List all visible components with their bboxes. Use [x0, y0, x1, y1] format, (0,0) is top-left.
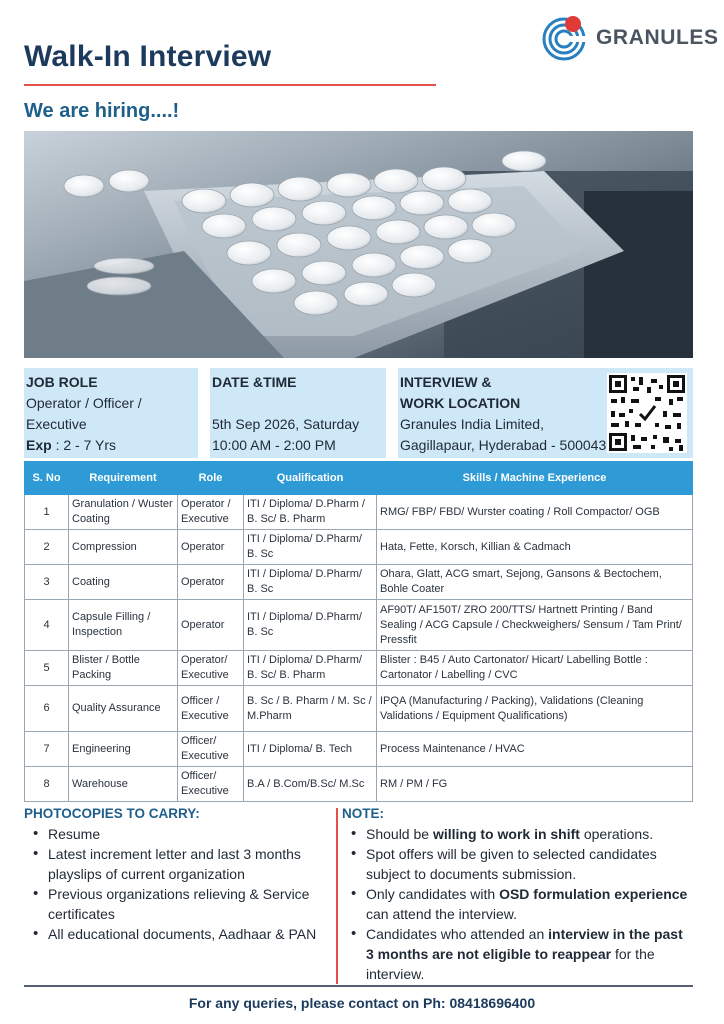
job-role-heading: JOB ROLE — [26, 374, 98, 390]
note-heading: NOTE: — [342, 806, 384, 821]
location-line1: Granules India Limited, — [400, 416, 544, 432]
col-header-role: Role — [178, 462, 244, 495]
list-item — [342, 824, 693, 844]
list-item — [342, 924, 693, 984]
cell-role: Operator — [178, 565, 244, 600]
cell-sno: 1 — [25, 495, 69, 530]
list-item: • Spot offers will be given to selected candidates subject to documents submission. — [342, 844, 693, 884]
requirements-table — [24, 461, 693, 802]
cell-sno: 2 — [25, 530, 69, 565]
list-item: • Latest increment letter and last 3 months playslips of current organization — [24, 844, 334, 884]
note-text: can attend the interview. — [366, 906, 517, 922]
note-text: for the interview. — [366, 946, 655, 982]
table-header-row — [25, 462, 693, 495]
note-emphasis: OSD formulation experience — [499, 886, 688, 902]
table-row — [25, 565, 693, 600]
cell-sno: 5 — [25, 651, 69, 686]
location-line2: Gagillapaur, Hyderabad - 500043 — [400, 437, 607, 453]
experience — [26, 435, 196, 456]
job-role-box — [24, 368, 198, 458]
table-row — [25, 600, 693, 651]
date-time-box — [210, 368, 386, 458]
table-row — [25, 767, 693, 802]
job-role-line2: Executive — [26, 416, 87, 432]
date-time-heading: DATE &TIME — [212, 374, 297, 390]
interview-time: 10:00 AM - 2:00 PM — [212, 437, 336, 453]
cell-requirement: Capsule Filling / Inspection — [69, 600, 178, 651]
note-emphasis: willing to work in shift — [432, 826, 580, 842]
cell-qualification: ITI / Diploma/ D.Pharm / B. Sc/ B. Pharm — [244, 495, 377, 530]
note-emphasis: interview in the past 3 months are not eligible to reappear — [366, 926, 683, 962]
bottom-section — [24, 806, 693, 986]
job-role-line1: Operator / Officer / — [26, 395, 142, 411]
col-header-qualification: Qualification — [244, 462, 377, 495]
cell-requirement: Warehouse — [69, 767, 178, 802]
cell-requirement: Quality Assurance — [69, 686, 178, 732]
photocopies-section — [24, 806, 334, 944]
location-heading-1: INTERVIEW & — [400, 374, 492, 390]
granules-logo — [540, 12, 719, 62]
cell-skills: Hata, Fette, Korsch, Killian & Cadmach — [377, 530, 693, 565]
list-item: • Previous organizations relieving & Service certificates — [24, 884, 334, 924]
location-heading-2: WORK LOCATION — [400, 395, 521, 411]
footer-divider — [24, 985, 693, 987]
interview-date: 5th Sep 2026, Saturday — [212, 416, 360, 432]
col-header-requirement: Requirement — [69, 462, 178, 495]
cell-role: Officer/ Executive — [178, 767, 244, 802]
cell-requirement: Granulation / Wuster Coating — [69, 495, 178, 530]
logo-text: GRANULES — [596, 26, 719, 49]
cell-role: Operator — [178, 530, 244, 565]
cell-sno: 6 — [25, 686, 69, 732]
cell-qualification: B.A / B.Com/B.Sc/ M.Sc — [244, 767, 377, 802]
cell-skills: RM / PM / FG — [377, 767, 693, 802]
exp-value: : 2 - 7 Yrs — [55, 437, 117, 453]
cell-sno: 4 — [25, 600, 69, 651]
cell-requirement: Blister / Bottle Packing — [69, 651, 178, 686]
photocopies-list — [24, 824, 334, 944]
note-text: Only candidates with — [366, 886, 500, 902]
cell-qualification: B. Sc / B. Pharm / M. Sc / M.Pharm — [244, 686, 377, 732]
cell-skills: Blister : B45 / Auto Cartonator/ Hicart/ Labelling Bottle : Cartonator / Labelling / CVC — [377, 651, 693, 686]
cell-role: Operator/ Executive — [178, 651, 244, 686]
cell-qualification: ITI / Diploma/ D.Pharm/ B. Sc/ B. Pharm — [244, 651, 377, 686]
cell-requirement: Compression — [69, 530, 178, 565]
cell-role: Officer / Executive — [178, 686, 244, 732]
title-underline — [24, 84, 436, 86]
cell-qualification: ITI / Diploma/ D.Pharm/ B. Sc — [244, 530, 377, 565]
contact-footer: For any queries, please contact on Ph: 08418696400 — [188, 995, 536, 1011]
cell-requirement: Engineering — [69, 732, 178, 767]
note-text: operations. — [579, 826, 654, 842]
cell-skills: IPQA (Manufacturing / Packing), Validations (Cleaning Validations / Equipment Qualifications) — [377, 686, 693, 732]
table-row — [25, 530, 693, 565]
cell-sno: 8 — [25, 767, 69, 802]
location-box — [398, 368, 693, 458]
note-text: Should be — [366, 826, 433, 842]
note-text: Candidates who attended an — [366, 926, 549, 942]
cell-sno: 7 — [25, 732, 69, 767]
photocopies-heading: PHOTOCOPIES TO CARRY: — [24, 806, 200, 821]
cell-skills: AF90T/ AF150T/ ZRO 200/TTS/ Hartnett Printing / Band Sealing / ACG Capsule / Checkweighers/ Sensum / Tam Print/ Pressfit — [377, 600, 693, 651]
column-divider — [336, 808, 338, 984]
cell-skills: Process Maintenance / HVAC — [377, 732, 693, 767]
cell-qualification: ITI / Diploma/ D.Pharm/ B. Sc — [244, 565, 377, 600]
cell-role: Operator — [178, 600, 244, 651]
logo-mark-icon — [540, 12, 594, 62]
table-row — [25, 732, 693, 767]
page-subtitle: We are hiring....! — [24, 100, 180, 122]
qr-code-icon — [607, 373, 687, 453]
note-section — [342, 806, 693, 984]
list-item: • Resume — [24, 824, 334, 844]
exp-label: Exp — [26, 437, 52, 453]
cell-qualification: ITI / Diploma/ B. Tech — [244, 732, 377, 767]
header-photo — [24, 131, 693, 358]
table-row — [25, 651, 693, 686]
cell-role: Operator / Executive — [178, 495, 244, 530]
cell-skills: RMG/ FBP/ FBD/ Wurster coating / Roll Compactor/ OGB — [377, 495, 693, 530]
list-item — [342, 884, 693, 924]
col-header-sno: S. No — [25, 462, 69, 495]
cell-skills: Ohara, Glatt, ACG smart, Sejong, Gansons & Bectochem, Bohle Coater — [377, 565, 693, 600]
qr-code[interactable] — [607, 373, 687, 453]
cell-sno: 3 — [25, 565, 69, 600]
page-title: Walk-In Interview — [24, 40, 272, 73]
cell-requirement: Coating — [69, 565, 178, 600]
cell-role: Officer/ Executive — [178, 732, 244, 767]
col-header-skills: Skills / Machine Experience — [377, 462, 693, 495]
table-row — [25, 686, 693, 732]
note-list — [342, 824, 693, 984]
list-item: • All educational documents, Aadhaar & PAN — [24, 924, 334, 944]
cell-qualification: ITI / Diploma/ D.Pharm/ B. Sc — [244, 600, 377, 651]
table-row — [25, 495, 693, 530]
